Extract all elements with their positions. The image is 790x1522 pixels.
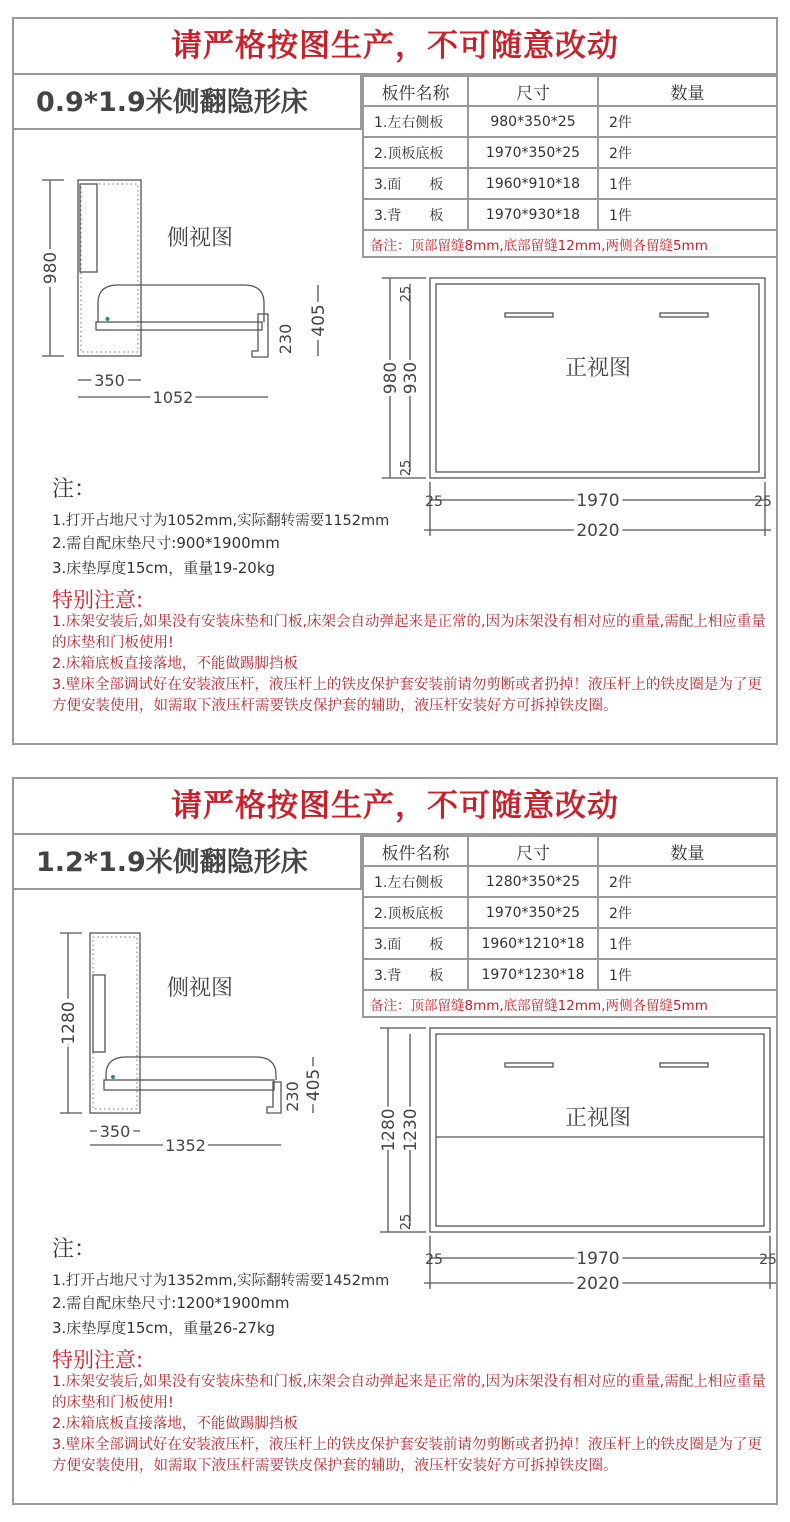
special-notice-item: 1.床架安装后,如果没有安装床垫和门板,床架会自动弹起来是正常的,因为床架没有相对应的重量,需配上相应重量的床垫和门板使用! [52, 614, 766, 651]
open-length-label: 1052 [152, 388, 194, 407]
model-title: 1.2*1.9米侧翻隐形床 [12, 835, 362, 890]
part-qty: 1件 [598, 928, 777, 959]
mattress-outline [98, 285, 264, 322]
note-item: 3.床垫厚度15cm，重量19-20kg [52, 559, 276, 577]
special-notice-item: 2.床箱底板直接落地，不能做踢脚挡板 [52, 1416, 298, 1432]
part-qty: 1件 [598, 199, 777, 230]
header-size: 尺寸 [468, 76, 598, 106]
cabinet-dotted-inner [81, 184, 138, 352]
special-notice-heading: 特别注意: [52, 588, 144, 612]
height-dimension-label: 980 [41, 251, 61, 285]
part-qty: 1件 [598, 959, 777, 990]
header-size: 尺寸 [468, 836, 598, 866]
part-name: 1.左右侧板 [363, 866, 468, 897]
height-label: 980 [381, 361, 401, 395]
handle-right [660, 1063, 708, 1067]
front-view-label: 正视图 [564, 356, 632, 381]
handle-left [505, 313, 553, 317]
part-qty: 2件 [598, 106, 777, 137]
note-item: 1.打开占地尺寸为1052mm,实际翻转需要1152mm [52, 513, 390, 529]
base-height-label: 230 [276, 323, 295, 355]
notes-heading: 注： [52, 1237, 97, 1262]
part-name: 3.背 板 [363, 959, 468, 990]
bed-height-label: 405 [309, 304, 329, 337]
height-label: 1230 [401, 1108, 421, 1152]
gap-label: 25 [425, 494, 443, 510]
part-name: 3.面 板 [363, 928, 468, 959]
width-label: 2020 [576, 521, 620, 541]
spec-panel [0, 777, 790, 1507]
height-label: 930 [401, 361, 421, 395]
production-warning-banner: 请严格按图生产，不可随意改动 [12, 17, 778, 75]
header-part-name: 板件名称 [363, 76, 468, 106]
special-notice-item: 3.壁床全部调试好在安装液压杆，液压杆上的铁皮保护套安装前请勿剪断或者扔掉！液压杆上的铁皮圈是为了更方便安装使用，如需取下液压杆需要铁皮保护套的辅助，液压杆安装好方可拆掉铁皮圈。 [52, 1437, 762, 1474]
front-view-label: 正视图 [564, 1106, 632, 1131]
header-quantity: 数量 [598, 836, 777, 866]
handle-right [660, 313, 708, 317]
special-notice-heading: 特别注意: [52, 1348, 144, 1372]
bed-frame [104, 1080, 274, 1090]
part-name: 3.面 板 [363, 168, 468, 199]
header-quantity: 数量 [598, 76, 777, 106]
width-label: 1970 [576, 491, 620, 511]
cabinet-outline [90, 933, 140, 1113]
hinge-dot [111, 1075, 115, 1079]
special-notice-item: 1.床架安装后,如果没有安装床垫和门板,床架会自动弹起来是正常的,因为床架没有相对应的重量,需配上相应重量的床垫和门板使用! [52, 1374, 766, 1411]
bottom-gap-label: 25 [399, 459, 414, 477]
model-title: 0.9*1.9米侧翻隐形床 [12, 75, 362, 130]
note-item: 2.需自配床垫尺寸:900*1900mm [52, 534, 280, 552]
part-size: 980*350*25 [468, 106, 598, 137]
part-name: 2.顶板底板 [363, 897, 468, 928]
width-label: 2020 [576, 1274, 620, 1294]
part-name: 1.左右侧板 [363, 106, 468, 137]
part-qty: 1件 [598, 168, 777, 199]
special-notice-item: 2.床箱底板直接落地，不能做踢脚挡板 [52, 656, 298, 672]
note-item: 1.打开占地尺寸为1352mm,实际翻转需要1452mm [52, 1273, 390, 1289]
part-size: 1960*910*18 [468, 168, 598, 199]
door-panel [93, 975, 105, 1052]
gap-label: 25 [425, 1252, 443, 1268]
height-label: 1280 [379, 1108, 399, 1152]
side-view-label: 侧视图 [166, 226, 234, 251]
part-name: 3.背 板 [363, 199, 468, 230]
door-panel [80, 184, 97, 272]
notes-heading: 注： [52, 477, 97, 502]
mattress-outline [106, 1057, 276, 1080]
production-warning-banner: 请严格按图生产，不可随意改动 [12, 777, 778, 835]
depth-label: 350 [94, 371, 125, 390]
depth-label: 350 [99, 1122, 131, 1141]
gap-label: 25 [759, 1252, 777, 1268]
part-qty: 2件 [598, 897, 777, 928]
note-item: 2.需自配床垫尺寸:1200*1900mm [52, 1294, 290, 1312]
part-size: 1280*350*25 [468, 866, 598, 897]
header-part-name: 板件名称 [363, 836, 468, 866]
height-dimension-label: 1280 [59, 1001, 79, 1045]
part-size: 1970*350*25 [468, 897, 598, 928]
gap-note: 备注：顶部留缝8mm,底部留缝12mm,两侧各留缝5mm [363, 230, 777, 257]
part-size: 1970*1230*18 [468, 959, 598, 990]
bed-height-label: 405 [304, 1068, 324, 1102]
side-view-label: 侧视图 [166, 976, 234, 1001]
spec-panel [0, 17, 790, 747]
cabinet-dotted-inner [93, 937, 137, 1109]
part-qty: 2件 [598, 137, 777, 168]
base-height-label: 230 [283, 1081, 302, 1112]
top-gap-label: 25 [399, 285, 414, 303]
part-size: 1960*1210*18 [468, 928, 598, 959]
bottom-gap-label: 25 [399, 1213, 414, 1231]
note-item: 3.床垫厚度15cm，重量26-27kg [52, 1319, 276, 1337]
handle-left [505, 1063, 553, 1067]
part-size: 1970*930*18 [468, 199, 598, 230]
part-qty: 2件 [598, 866, 777, 897]
width-label: 1970 [576, 1249, 620, 1269]
part-size: 1970*350*25 [468, 137, 598, 168]
hinge-dot [106, 317, 110, 321]
part-name: 2.顶板底板 [363, 137, 468, 168]
gap-label: 25 [754, 494, 772, 510]
gap-note: 备注：顶部留缝8mm,底部留缝12mm,两侧各留缝5mm [363, 990, 777, 1017]
bed-leg [252, 314, 268, 357]
special-notice-item: 3.壁床全部调试好在安装液压杆，液压杆上的铁皮保护套安装前请勿剪断或者扔掉！液压杆上的铁皮圈是为了更方便安装使用，如需取下液压杆需要铁皮保护套的辅助，液压杆安装好方可拆掉铁皮圈。 [52, 677, 762, 714]
open-length-label: 1352 [165, 1136, 206, 1155]
bed-frame [96, 322, 262, 330]
